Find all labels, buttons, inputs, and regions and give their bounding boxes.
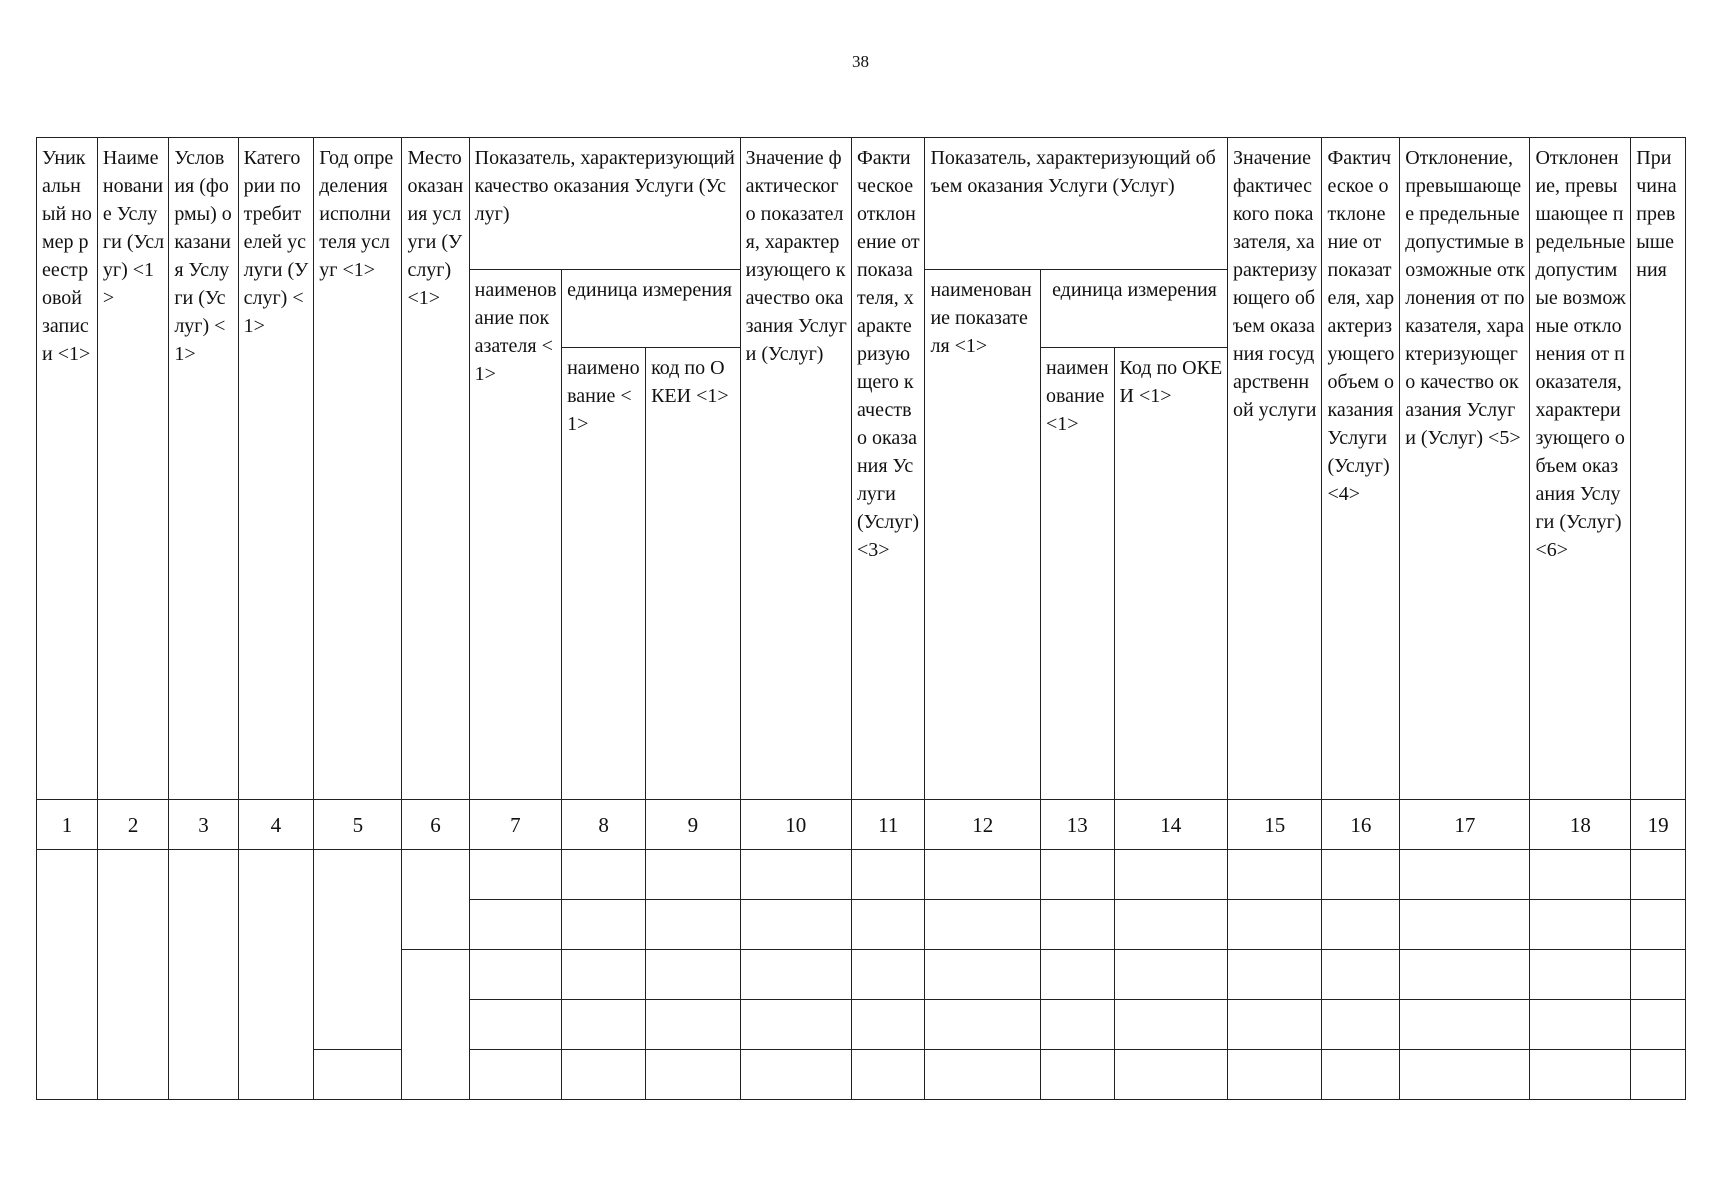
- column-number: 8: [562, 800, 646, 850]
- header-cell: Отклонение, превышающее предельные допустимые возможные отклонения от показателя, характеризующего качество оказания Услуги (Услуг) <5>: [1400, 138, 1530, 800]
- empty-cell: [1400, 1050, 1530, 1100]
- column-number-row: [37, 800, 1686, 850]
- header-cell: наименование показателя <1>: [469, 270, 561, 800]
- empty-cell: [1114, 900, 1227, 950]
- empty-cell: [1041, 1050, 1115, 1100]
- empty-cell: [740, 950, 851, 1000]
- table-row: [37, 850, 1686, 900]
- empty-cell: [1631, 850, 1686, 900]
- empty-cell: [646, 1050, 741, 1100]
- header-cell: наименование <1>: [1041, 348, 1115, 800]
- empty-cell: [469, 1000, 561, 1050]
- header-cell: Уникальный номер реестровой записи <1>: [37, 138, 98, 800]
- column-number: 17: [1400, 800, 1530, 850]
- empty-cell: [1041, 850, 1115, 900]
- empty-cell: [1530, 950, 1631, 1000]
- column-number: 1: [37, 800, 98, 850]
- empty-cell: [740, 1050, 851, 1100]
- column-number: 15: [1227, 800, 1322, 850]
- empty-cell: [1530, 850, 1631, 900]
- column-number: 3: [169, 800, 238, 850]
- column-number: 6: [402, 800, 469, 850]
- empty-cell: [740, 850, 851, 900]
- empty-cell: [740, 900, 851, 950]
- empty-cell: [1530, 1000, 1631, 1050]
- column-number: 7: [469, 800, 561, 850]
- empty-cell: [562, 850, 646, 900]
- header-cell: Отклонение, превышающее предельные допустимые возможные отклонения от показателя, характеризующего объем оказания Услуги (Услуг) <6>: [1530, 138, 1631, 800]
- header-cell: Причина превышения: [1631, 138, 1686, 800]
- empty-cell: [1041, 950, 1115, 1000]
- empty-cell: [1114, 850, 1227, 900]
- empty-cell: [925, 950, 1041, 1000]
- header-cell: Условия (формы) оказания Услуги (Услуг) <1>: [169, 138, 238, 800]
- empty-cell: [646, 850, 741, 900]
- header-cell: Значение фактического показателя, характеризующего объем оказания государственной услуги: [1227, 138, 1322, 800]
- column-number: 5: [314, 800, 402, 850]
- empty-cell: [1322, 900, 1400, 950]
- empty-cell: [37, 850, 98, 1100]
- column-number: 19: [1631, 800, 1686, 850]
- empty-cell: [169, 850, 238, 1100]
- empty-cell: [562, 1000, 646, 1050]
- empty-cell: [1631, 900, 1686, 950]
- empty-cell: [1227, 850, 1322, 900]
- report-table: [36, 137, 1686, 1100]
- column-number: 4: [238, 800, 314, 850]
- header-cell: Значение фактического показателя, характеризующего качество оказания Услуги (Услуг): [740, 138, 851, 800]
- empty-cell: [1322, 1050, 1400, 1100]
- column-number: 13: [1041, 800, 1115, 850]
- empty-cell: [1114, 1050, 1227, 1100]
- empty-cell: [1227, 900, 1322, 950]
- empty-cell: [925, 850, 1041, 900]
- empty-cell: [1322, 1000, 1400, 1050]
- header-group-quality: Показатель, характеризующий качество оказания Услуги (Услуг): [469, 138, 740, 270]
- empty-cell: [469, 950, 561, 1000]
- empty-cell: [1227, 1000, 1322, 1050]
- column-number: 14: [1114, 800, 1227, 850]
- empty-cell: [851, 1000, 925, 1050]
- empty-cell: [646, 1000, 741, 1050]
- empty-cell: [925, 1050, 1041, 1100]
- header-row-1: [37, 138, 1686, 270]
- empty-cell: [925, 1000, 1041, 1050]
- column-number: 18: [1530, 800, 1631, 850]
- header-cell: Год определения исполнителя услуг <1>: [314, 138, 402, 800]
- column-number: 16: [1322, 800, 1400, 850]
- empty-cell: [1227, 950, 1322, 1000]
- header-cell: наименование показателя <1>: [925, 270, 1041, 800]
- empty-cell: [1400, 850, 1530, 900]
- header-cell: Код по ОКЕИ <1>: [1114, 348, 1227, 800]
- empty-cell: [562, 900, 646, 950]
- empty-cell: [1114, 1000, 1227, 1050]
- empty-cell: [851, 900, 925, 950]
- page-number: 38: [852, 52, 869, 71]
- empty-cell: [1322, 850, 1400, 900]
- column-number: 10: [740, 800, 851, 850]
- empty-cell: [469, 900, 561, 950]
- empty-cell: [562, 1050, 646, 1100]
- empty-cell: [1530, 1050, 1631, 1100]
- empty-cell: [1631, 1050, 1686, 1100]
- empty-cell: [1322, 950, 1400, 1000]
- header-subgroup-unit: единица измерения: [562, 270, 741, 348]
- header-cell: Фактическое отклонение от показателя, характеризующего объем оказания Услуги (Услуг) <4>: [1322, 138, 1400, 800]
- empty-cell: [646, 900, 741, 950]
- header-subgroup-unit: единица измерения: [1041, 270, 1228, 348]
- empty-cell: [851, 1050, 925, 1100]
- header-cell: Наименование Услуги (Услуг) <1>: [97, 138, 168, 800]
- column-number: 9: [646, 800, 741, 850]
- empty-cell: [402, 950, 469, 1100]
- empty-cell: [238, 850, 314, 1100]
- empty-cell: [851, 950, 925, 1000]
- empty-cell: [1631, 1000, 1686, 1050]
- empty-cell: [562, 950, 646, 1000]
- empty-cell: [1041, 900, 1115, 950]
- empty-cell: [314, 850, 402, 1050]
- empty-cell: [925, 900, 1041, 950]
- empty-cell: [97, 850, 168, 1100]
- header-cell: Категории потребителей услуги (Услуг) <1>: [238, 138, 314, 800]
- header-cell: Фактическое отклонение от показателя, характеризующего качество оказания Услуги (Услуг) <3>: [851, 138, 925, 800]
- header-cell: Место оказания услуги (Услуг) <1>: [402, 138, 469, 800]
- empty-cell: [469, 1050, 561, 1100]
- header-cell: наименование <1>: [562, 348, 646, 800]
- column-number: 11: [851, 800, 925, 850]
- empty-cell: [469, 850, 561, 900]
- column-number: 2: [97, 800, 168, 850]
- empty-cell: [314, 1050, 402, 1100]
- empty-cell: [1530, 900, 1631, 950]
- empty-cell: [402, 850, 469, 950]
- header-cell: код по ОКЕИ <1>: [646, 348, 741, 800]
- column-number: 12: [925, 800, 1041, 850]
- empty-cell: [851, 850, 925, 900]
- empty-cell: [1227, 1050, 1322, 1100]
- empty-cell: [740, 1000, 851, 1050]
- empty-cell: [646, 950, 741, 1000]
- empty-cell: [1631, 950, 1686, 1000]
- empty-cell: [1041, 1000, 1115, 1050]
- empty-cell: [1400, 900, 1530, 950]
- empty-cell: [1400, 950, 1530, 1000]
- empty-cell: [1400, 1000, 1530, 1050]
- empty-cell: [1114, 950, 1227, 1000]
- header-group-volume: Показатель, характеризующий объем оказания Услуги (Услуг): [925, 138, 1228, 270]
